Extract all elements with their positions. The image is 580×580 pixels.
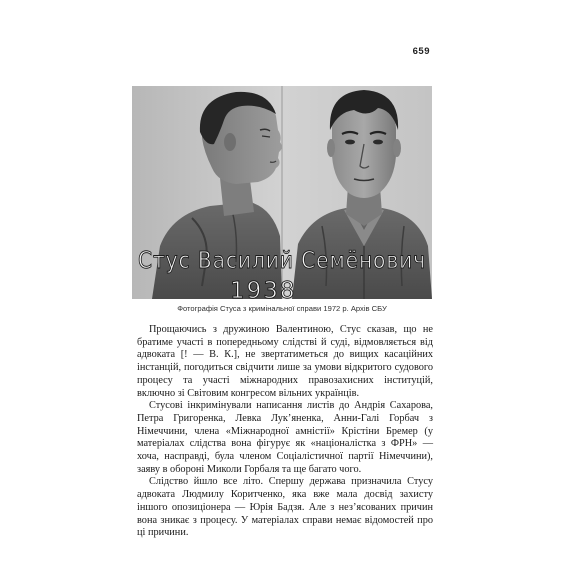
paragraph: Слідство йшло все літо. Спершу держава призначила Стусу адвоката Людмилу Коритченко, яка вже мала досвід захисту іншого опозиціонера — Юрія Бадзя. Але з нез’ясованих причин вона зникає з процесу. У матеріалах справи немає відомостей про ці причини. xyxy=(137,476,433,539)
page-number: 659 xyxy=(412,46,430,57)
photo-caption: Фотографія Стуса з кримінальної справи 1972 р. Архів СБУ xyxy=(177,304,387,313)
paragraph: Прощаючись з дружиною Валентиною, Стус сказав, що не братиме участі в попередньому слідстві й суді, відмовляється від адвоката [! — В. К.], не звертатиметься до вищих касаційних інстанцій, погодиться свідчити лише за умови відкритого судового процесу та участі міжнародних правозахисних інституцій, включно зі Світовим конгресом вільних українців. xyxy=(137,324,433,399)
body-text xyxy=(137,324,433,540)
archival-photograph xyxy=(132,86,432,304)
photo-handwritten-name: Стус Василий Семёнович xyxy=(138,248,426,274)
photo-handwritten-year: 1938 xyxy=(230,278,297,304)
paragraph: Стусові інкримінували написання листів до Андрія Сахарова, Петра Григоренка, Левка Лук’яненка, Анни-Галі Горбач з Німеччини, члена «Міжнародної амністії» Крістіни Бремер (у матеріалах слідства вона фігурує як «націоналістка з ФРН» — хоча, насправді, була членом Соціалістичної партії Німеччини), заяву в обороні Миколи Горбаля та ще багато чого. xyxy=(137,400,433,475)
